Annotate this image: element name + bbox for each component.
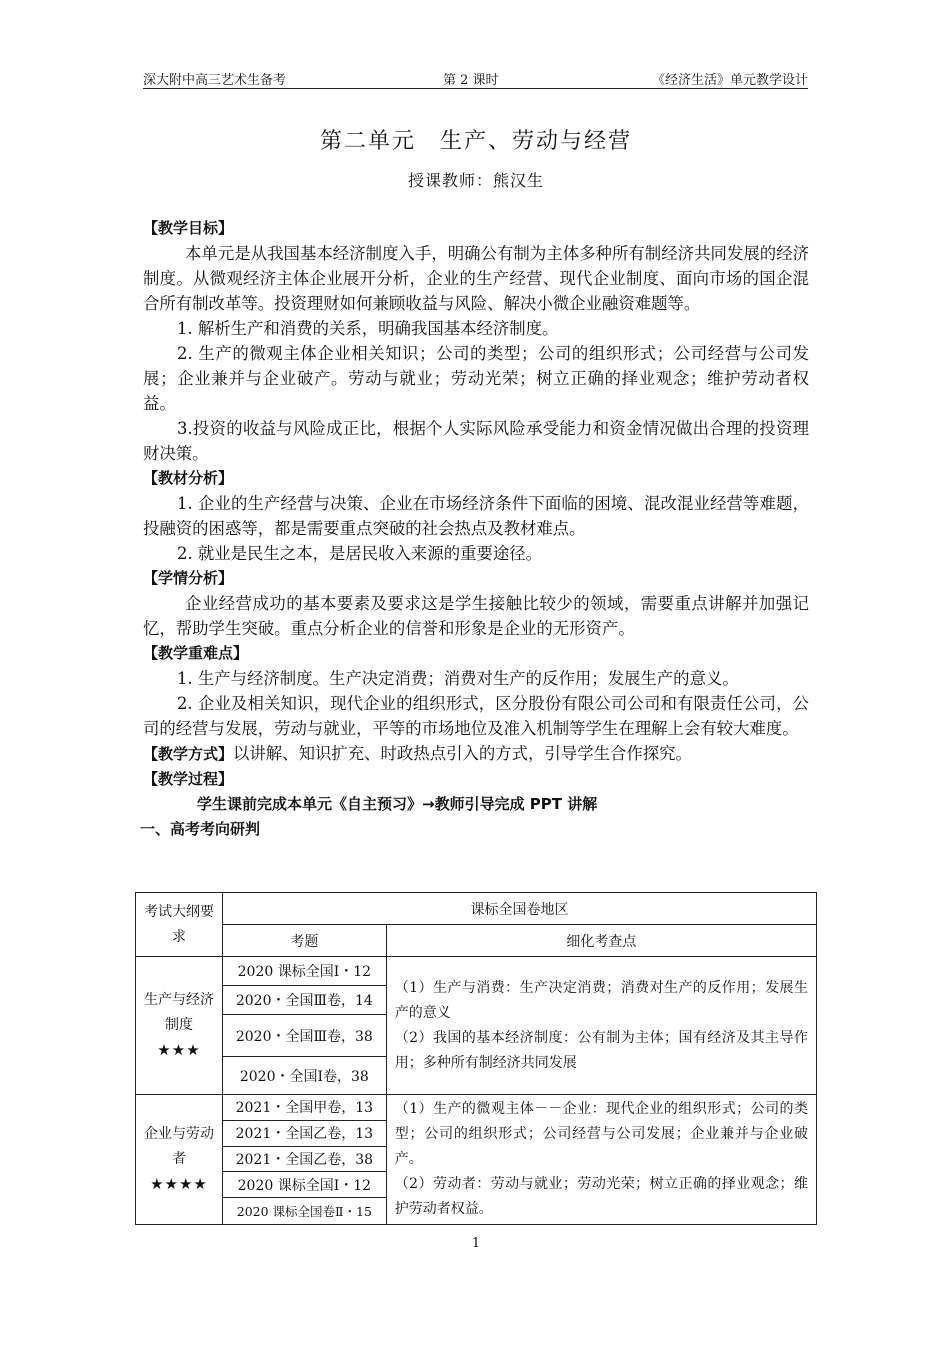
topic-label: 企业与劳动者 — [143, 1126, 214, 1167]
question-cell: 2021・全国甲卷，13 — [222, 1095, 386, 1121]
goals-intro: 本单元是从我国基本经济制度入手，明确公有制为主体多种所有制经济共同发展的经济制度。从微观经济主体企业展开分析，企业的生产经营、现代企业制度、面向市场的国企混合所有制改革等。投资理财如何兼顾收益与风险、解决小微企业融资难题等。 — [143, 244, 809, 313]
topic-label: 生产与经济制度 — [143, 992, 214, 1033]
process-heading: 【教学过程】 — [143, 770, 234, 788]
question-cell: 2020 课标全国Ⅰ・12 — [222, 957, 386, 986]
material-item-1: 1. 企业的生产经营与决策、企业在市场经济条件下面临的困境、混改混业经营等难题，投融资的困惑等，都是需要重点突破的社会热点及教材难点。 — [143, 494, 809, 538]
material-heading: 【教材分析】 — [143, 469, 234, 487]
teacher-line: 授课教师：熊汉生 — [407, 171, 544, 190]
col-head-detail: 细化考查点 — [386, 925, 816, 957]
detail-item: （1）生产的微观主体－－企业：现代企业的组织形式；公司的类型；公司的组织形式；公司经营与公司发展；企业兼并与企业破产。 — [394, 1101, 808, 1167]
process-line: 学生课前完成本单元《自主预习》→教师引导完成 PPT 讲解 — [197, 795, 598, 813]
detail-cell — [386, 1095, 816, 1225]
key-item-1: 1. 生产与经济制度。生产决定消费；消费对生产的反作用；发展生产的意义。 — [177, 669, 739, 688]
goals-item-1: 1. 解析生产和消费的关系，明确我国基本经济制度。 — [177, 319, 559, 338]
method-text: 以讲解、知识扩充、时政热点引入的方式，引导学生合作探究。 — [233, 744, 692, 763]
question-cell: 2020・全国Ⅰ卷，38 — [222, 1057, 386, 1095]
student-text: 企业经营成功的基本要素及要求这是学生接触比较少的领域，需要重点讲解并加强记忆，帮助学生突破。重点分析企业的信誉和形象是企业的无形资产。 — [143, 594, 809, 638]
goals-item-3: 3.投资的收益与风险成正比，根据个人实际风险承受能力和资金情况做出合理的投资理财决策。 — [143, 419, 809, 463]
col-head-requirement: 考试大纲要求 — [136, 893, 223, 957]
topic-stars: ★★★ — [157, 1041, 201, 1059]
page-number: 1 — [471, 1236, 481, 1251]
topic-cell — [136, 1095, 223, 1225]
detail-item: （2）我国的基本经济制度：公有制为主体；国有经济及其主导作用；多种所有制经济共同发展 — [394, 1029, 808, 1071]
key-item-2: 2. 企业及相关知识，现代企业的组织形式，区分股份有限公司公司和有限责任公司，公司的经营与发展，劳动与就业，平等的市场地位及准入机制等学生在理解上会有较大难度。 — [143, 694, 809, 738]
header-left: 深大附中高三艺术生备考 — [143, 73, 287, 88]
method-heading: 【教学方式】 — [143, 745, 234, 763]
student-heading: 【学情分析】 — [143, 569, 234, 587]
header-right: 《经济生活》单元教学设计 — [651, 73, 808, 88]
research-heading: 一、高考考向研判 — [140, 820, 261, 838]
goals-item-2: 2. 生产的微观主体企业相关知识；公司的类型；公司的组织形式；公司经营与公司发展；企业兼并与企业破产。劳动与就业；劳动光荣；树立正确的择业观念；维护劳动者权益。 — [143, 344, 809, 413]
topic-stars: ★★★★ — [150, 1175, 208, 1193]
question-cell: 2020 课标全国卷Ⅱ・15 — [222, 1198, 386, 1225]
method-line — [143, 741, 809, 767]
col-head-question: 考题 — [222, 925, 386, 957]
key-heading: 【教学重难点】 — [143, 644, 249, 662]
material-item-2: 2. 就业是民生之本，是居民收入来源的重要途径。 — [177, 544, 543, 563]
exam-table — [135, 892, 817, 1225]
detail-item: （1）生产与消费：生产决定消费；消费对生产的反作用；发展生产的意义 — [394, 979, 808, 1021]
question-cell: 2020・全国Ⅲ卷，38 — [222, 1015, 386, 1057]
question-cell: 2020 课标全国Ⅰ・12 — [222, 1172, 386, 1198]
question-cell: 2021・全国乙卷，13 — [222, 1120, 386, 1146]
detail-cell — [386, 957, 816, 1095]
document-body — [140, 216, 809, 842]
page-title: 第二单元 生产、劳动与经营 — [319, 129, 632, 154]
question-cell: 2021・全国乙卷，38 — [222, 1146, 386, 1172]
col-head-region: 课标全国卷地区 — [222, 893, 816, 925]
topic-cell — [136, 957, 223, 1095]
header-middle: 第 2 课时 — [443, 73, 499, 88]
goals-heading: 【教学目标】 — [143, 219, 234, 237]
question-cell: 2020・全国Ⅲ卷，14 — [222, 986, 386, 1015]
detail-item: （2）劳动者：劳动与就业；劳动光荣；树立正确的择业观念；维护劳动者权益。 — [394, 1176, 808, 1217]
page-header — [143, 66, 808, 89]
